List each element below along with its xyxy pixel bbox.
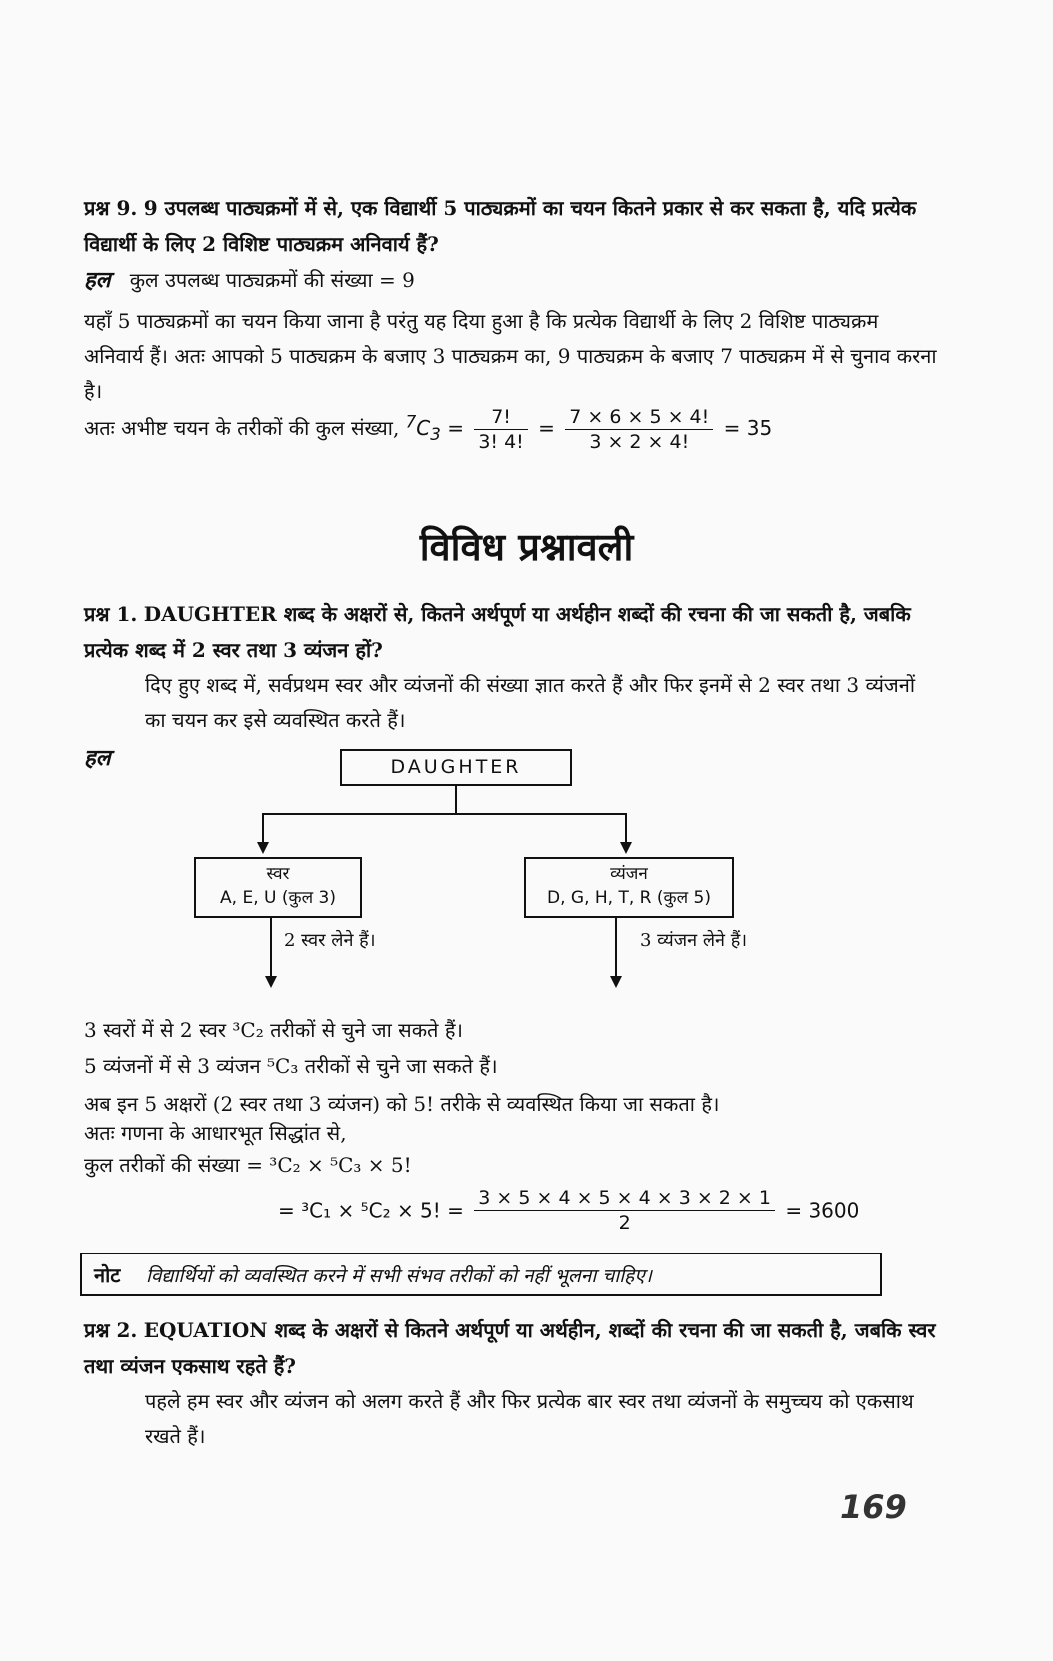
- solution-label: हल: [84, 745, 111, 771]
- note-box: [80, 1253, 882, 1296]
- arrow-down-icon: [610, 976, 622, 988]
- solution-label: हल: [84, 267, 111, 293]
- section-heading: विविध प्रश्नावली: [419, 525, 634, 569]
- page-number: 169: [840, 1488, 907, 1526]
- result: = 35: [723, 416, 773, 440]
- vowels-items: A, E, U (कुल 3): [220, 888, 336, 908]
- solution-line-3: अब इन 5 अक्षरों (2 स्वर तथा 3 व्यंजन) को 5! तरीके से व्यवस्थित किया जा सकता है।: [84, 1092, 720, 1116]
- calculation-line: [278, 1186, 859, 1235]
- consonants-note: 3 व्यंजन लेने हैं।: [640, 930, 748, 951]
- hint-text: पहले हम स्वर और व्यंजन को अलग करते हैं और फिर प्रत्येक बार स्वर तथा व्यंजनों के समुच्चय को एकसाथ रखते हैं।: [145, 1389, 914, 1448]
- solution-line-2: 5 व्यंजनों में से 3 व्यंजन ⁵C₃ तरीकों से चुने जा सकते हैं।: [84, 1054, 498, 1078]
- connector-line: [455, 784, 457, 814]
- fraction-2: $\frac{7 \times 6 \times 5 \times 4!}{3 \times 2 \times 4!}$: [565, 405, 713, 454]
- question-label: प्रश्न 2.: [84, 1318, 138, 1342]
- connector-line: [625, 813, 627, 843]
- question-text: EQUATION शब्द के अक्षरों से कितने अर्थपूर्ण या अर्थहीन, शब्दों की रचना की जा सकती है, जबकि स्वर तथा व्यंजन एकसाथ रहते हैं?: [84, 1318, 936, 1378]
- solution-line-1: 3 स्वरों में से 2 स्वर ³C₂ तरीकों से चुने जा सकते हैं।: [84, 1018, 464, 1042]
- fraction-1: $\frac{7!}{3! 4!}$: [474, 405, 527, 454]
- formula-prefix: अतः अभीष्ट चयन के तरीकों की कुल संख्या,: [84, 416, 400, 440]
- calc-prefix: = ³C₁ × ⁵C₂ × 5! =: [278, 1198, 464, 1223]
- arrow-down-icon: [257, 842, 269, 854]
- question-text: DAUGHTER शब्द के अक्षरों से, कितने अर्थपूर्ण या अर्थहीन शब्दों की रचना की जा सकती है, जबकि प्रत्येक शब्द में 2 स्वर तथा 3 व्यंजन हों?: [84, 602, 911, 662]
- solution-line-5: कुल तरीकों की संख्या = ³C₂ × ⁵C₃ × 5!: [84, 1153, 412, 1177]
- vowels-note: 2 स्वर लेने हैं।: [284, 930, 376, 951]
- misc-question-1: [84, 596, 944, 668]
- connector-line: [262, 813, 264, 843]
- root-box: DAUGHTER: [340, 749, 572, 786]
- vowels-box: [194, 857, 362, 918]
- solution-line: [84, 262, 944, 298]
- misc-question-2: [84, 1312, 944, 1384]
- hint-text: दिए हुए शब्द में, सर्वप्रथम स्वर और व्यंजनों की संख्या ज्ञात करते हैं और फिर इनमें से 2 स्वर तथा 3 व्यंजनों का चयन कर इसे व्यवस्थित करते हैं।: [145, 673, 916, 732]
- solution-text: कुल उपलब्ध पाठ्यक्रमों की संख्या = 9: [129, 268, 415, 292]
- note-text: विद्यार्थियों को व्यवस्थित करने में सभी संभव तरीकों को नहीं भूलना चाहिए।: [146, 1265, 652, 1287]
- consonants-box: [524, 857, 734, 918]
- arrow-down-icon: [620, 842, 632, 854]
- note-label: नोट: [94, 1263, 121, 1287]
- question-text: 9 उपलब्ध पाठ्यक्रमों में से, एक विद्यार्थी 5 पाठ्यक्रमों का चयन कितने प्रकार से कर सकता है, यदि प्रत्येक विद्यार्थी के लिए 2 विशिष्ट पाठ्यक्रम अनिवार्य हैं?: [84, 196, 917, 256]
- connector-line: [262, 813, 627, 815]
- question-9: [84, 190, 944, 262]
- arrow-down-icon: [265, 976, 277, 988]
- formula-line: अतः अभीष्ट चयन के तरीकों की कुल संख्या, $^7C_3$ = $\frac{7!}{3! 4!}$ = $\frac{7 \times 6 \times 5 \times 4!}{3 \times 2 \times 4!}$ = 35: [84, 406, 773, 453]
- connector-line: [615, 918, 617, 978]
- calc-result: = 3600: [785, 1198, 860, 1223]
- consonants-title: व्यंजन: [610, 864, 648, 884]
- vowels-title: स्वर: [266, 864, 290, 884]
- combination-symbol: $^7C_3$: [405, 412, 441, 444]
- solution-paragraph: यहाँ 5 पाठ्यक्रमों का चयन किया जाना है परंतु यह दिया हुआ है कि प्रत्येक विद्यार्थी के लिए 2 विशिष्ट पाठ्यक्रम अनिवार्य हैं। अतः आपको 5 पाठ्यक्रम के बजाए 3 पाठ्यक्रम का, 9 पाठ्यक्रम के बजाए 7 पाठ्यक्रम में से चुनाव करना है।: [84, 309, 937, 403]
- question-label: प्रश्न 1.: [84, 602, 138, 626]
- solution-line-4: अतः गणना के आधारभूत सिद्धांत से,: [84, 1121, 347, 1145]
- calc-fraction: $\frac{3 \times 5 \times 4 \times 5 \times 4 \times 3 \times 2 \times 1}{2}$: [474, 1186, 775, 1235]
- connector-line: [270, 918, 272, 978]
- question-label: प्रश्न 9.: [84, 196, 138, 220]
- consonants-items: D, G, H, T, R (कुल 5): [547, 888, 711, 908]
